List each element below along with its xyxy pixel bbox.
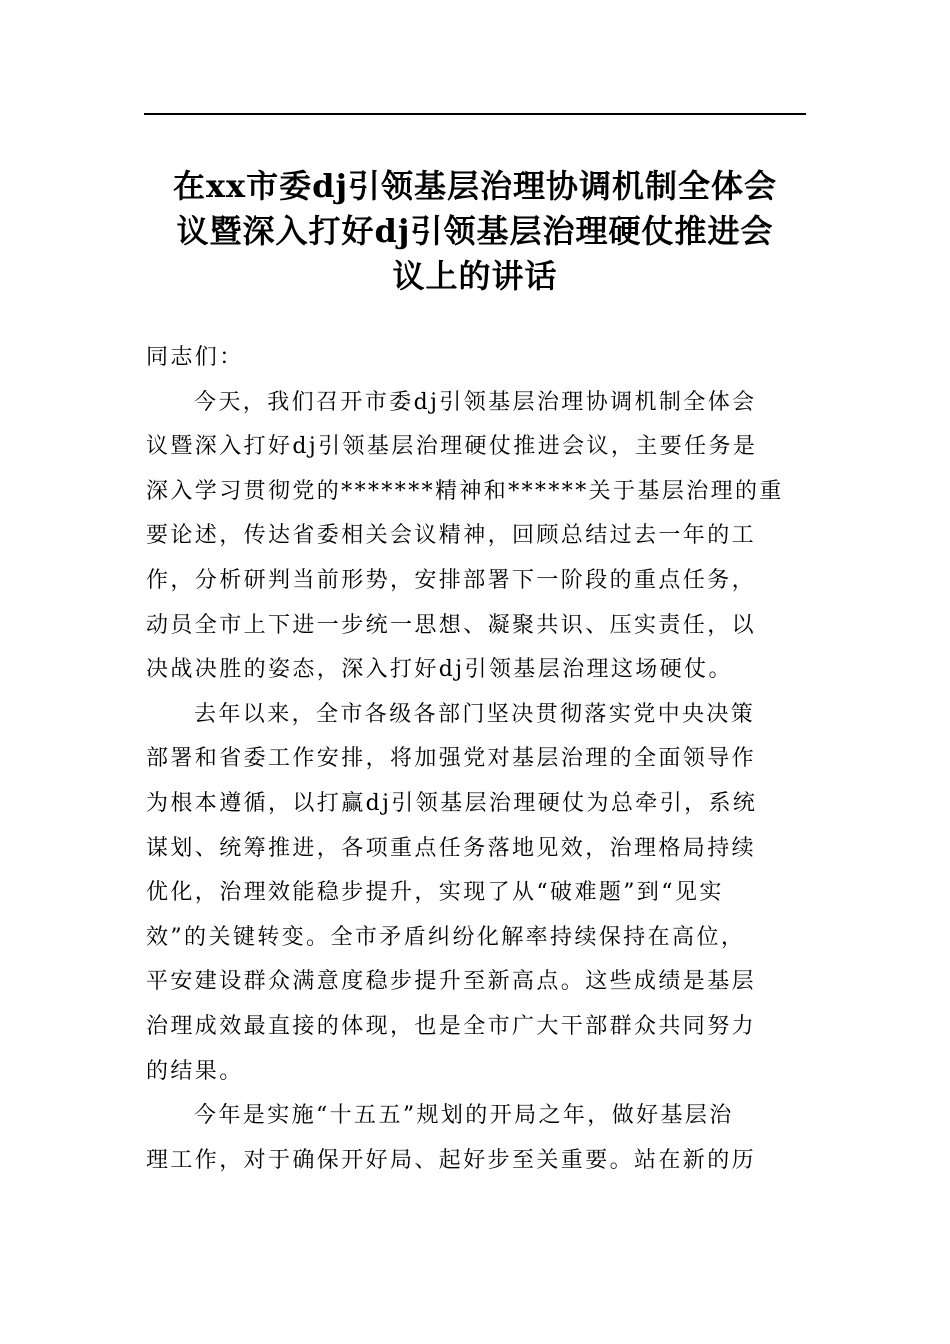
paragraph-line: 优化，治理效能稳步提升，实现了从“破难题”到“见实	[146, 880, 724, 906]
paragraph-line: 为根本遵循，以打赢dj引领基层治理硬仗为总牵引，系统	[146, 790, 758, 816]
paragraph-line: 谋划、统筹推进，各项重点任务落地见效，治理格局持续	[146, 835, 757, 861]
paragraph-line: 作，分析研判当前形势，安排部署下一阶段的重点任务，	[146, 567, 757, 593]
paragraph-line: 决战决胜的姿态，深入打好dj引领基层治理这场硬仗。	[146, 657, 733, 683]
paragraph-line: 要论述，传达省委相关会议精神，回顾总结过去一年的工	[146, 523, 757, 549]
paragraph-3	[146, 1094, 806, 1183]
paragraph-line: 治理成效最直接的体现，也是全市广大干部群众共同努力	[146, 1013, 757, 1039]
paragraph-line: 议暨深入打好dj引领基层治理硬仗推进会议，主要任务是	[146, 434, 758, 460]
paragraph-line: 部署和省委工作安排，将加强党对基层治理的全面领导作	[146, 746, 757, 772]
paragraph-line: 动员全市上下进一步统一思想、凝聚共识、压实责任，以	[146, 612, 757, 638]
paragraph-line: 今年是实施“十五五”规划的开局之年，做好基层治	[194, 1103, 734, 1129]
paragraph-line: 深入学习贯彻党的*******精神和******关于基层治理的重	[146, 478, 784, 504]
paragraph-line: 去年以来，全市各级各部门坚决贯彻落实党中央决策	[194, 701, 756, 727]
title-line: 议暨深入打好dj引领基层治理硬仗推进会	[176, 212, 774, 250]
salutation	[146, 336, 806, 381]
paragraph-2	[146, 693, 806, 1094]
title-line: 议上的讲话	[392, 257, 558, 295]
paragraph-line: 理工作，对于确保开好局、起好步至关重要。站在新的历	[146, 1147, 757, 1173]
document-body	[146, 336, 806, 1183]
paragraph-line: 今天，我们召开市委dj引领基层治理协调机制全体会	[194, 389, 757, 415]
salutation-line: 同志们：	[146, 345, 244, 370]
paragraph-line: 平安建设群众满意度稳步提升至新高点。这些成绩是基层	[146, 969, 757, 995]
document-title	[144, 164, 806, 299]
header-rule	[144, 113, 806, 115]
title-line: 在xx市委dj引领基层治理协调机制全体会	[172, 167, 778, 205]
paragraph-line: 效”的关键转变。全市矛盾纠纷化解率持续保持在高位，	[146, 924, 746, 950]
paragraph-1	[146, 381, 806, 693]
paragraph-line: 的结果。	[146, 1058, 244, 1084]
